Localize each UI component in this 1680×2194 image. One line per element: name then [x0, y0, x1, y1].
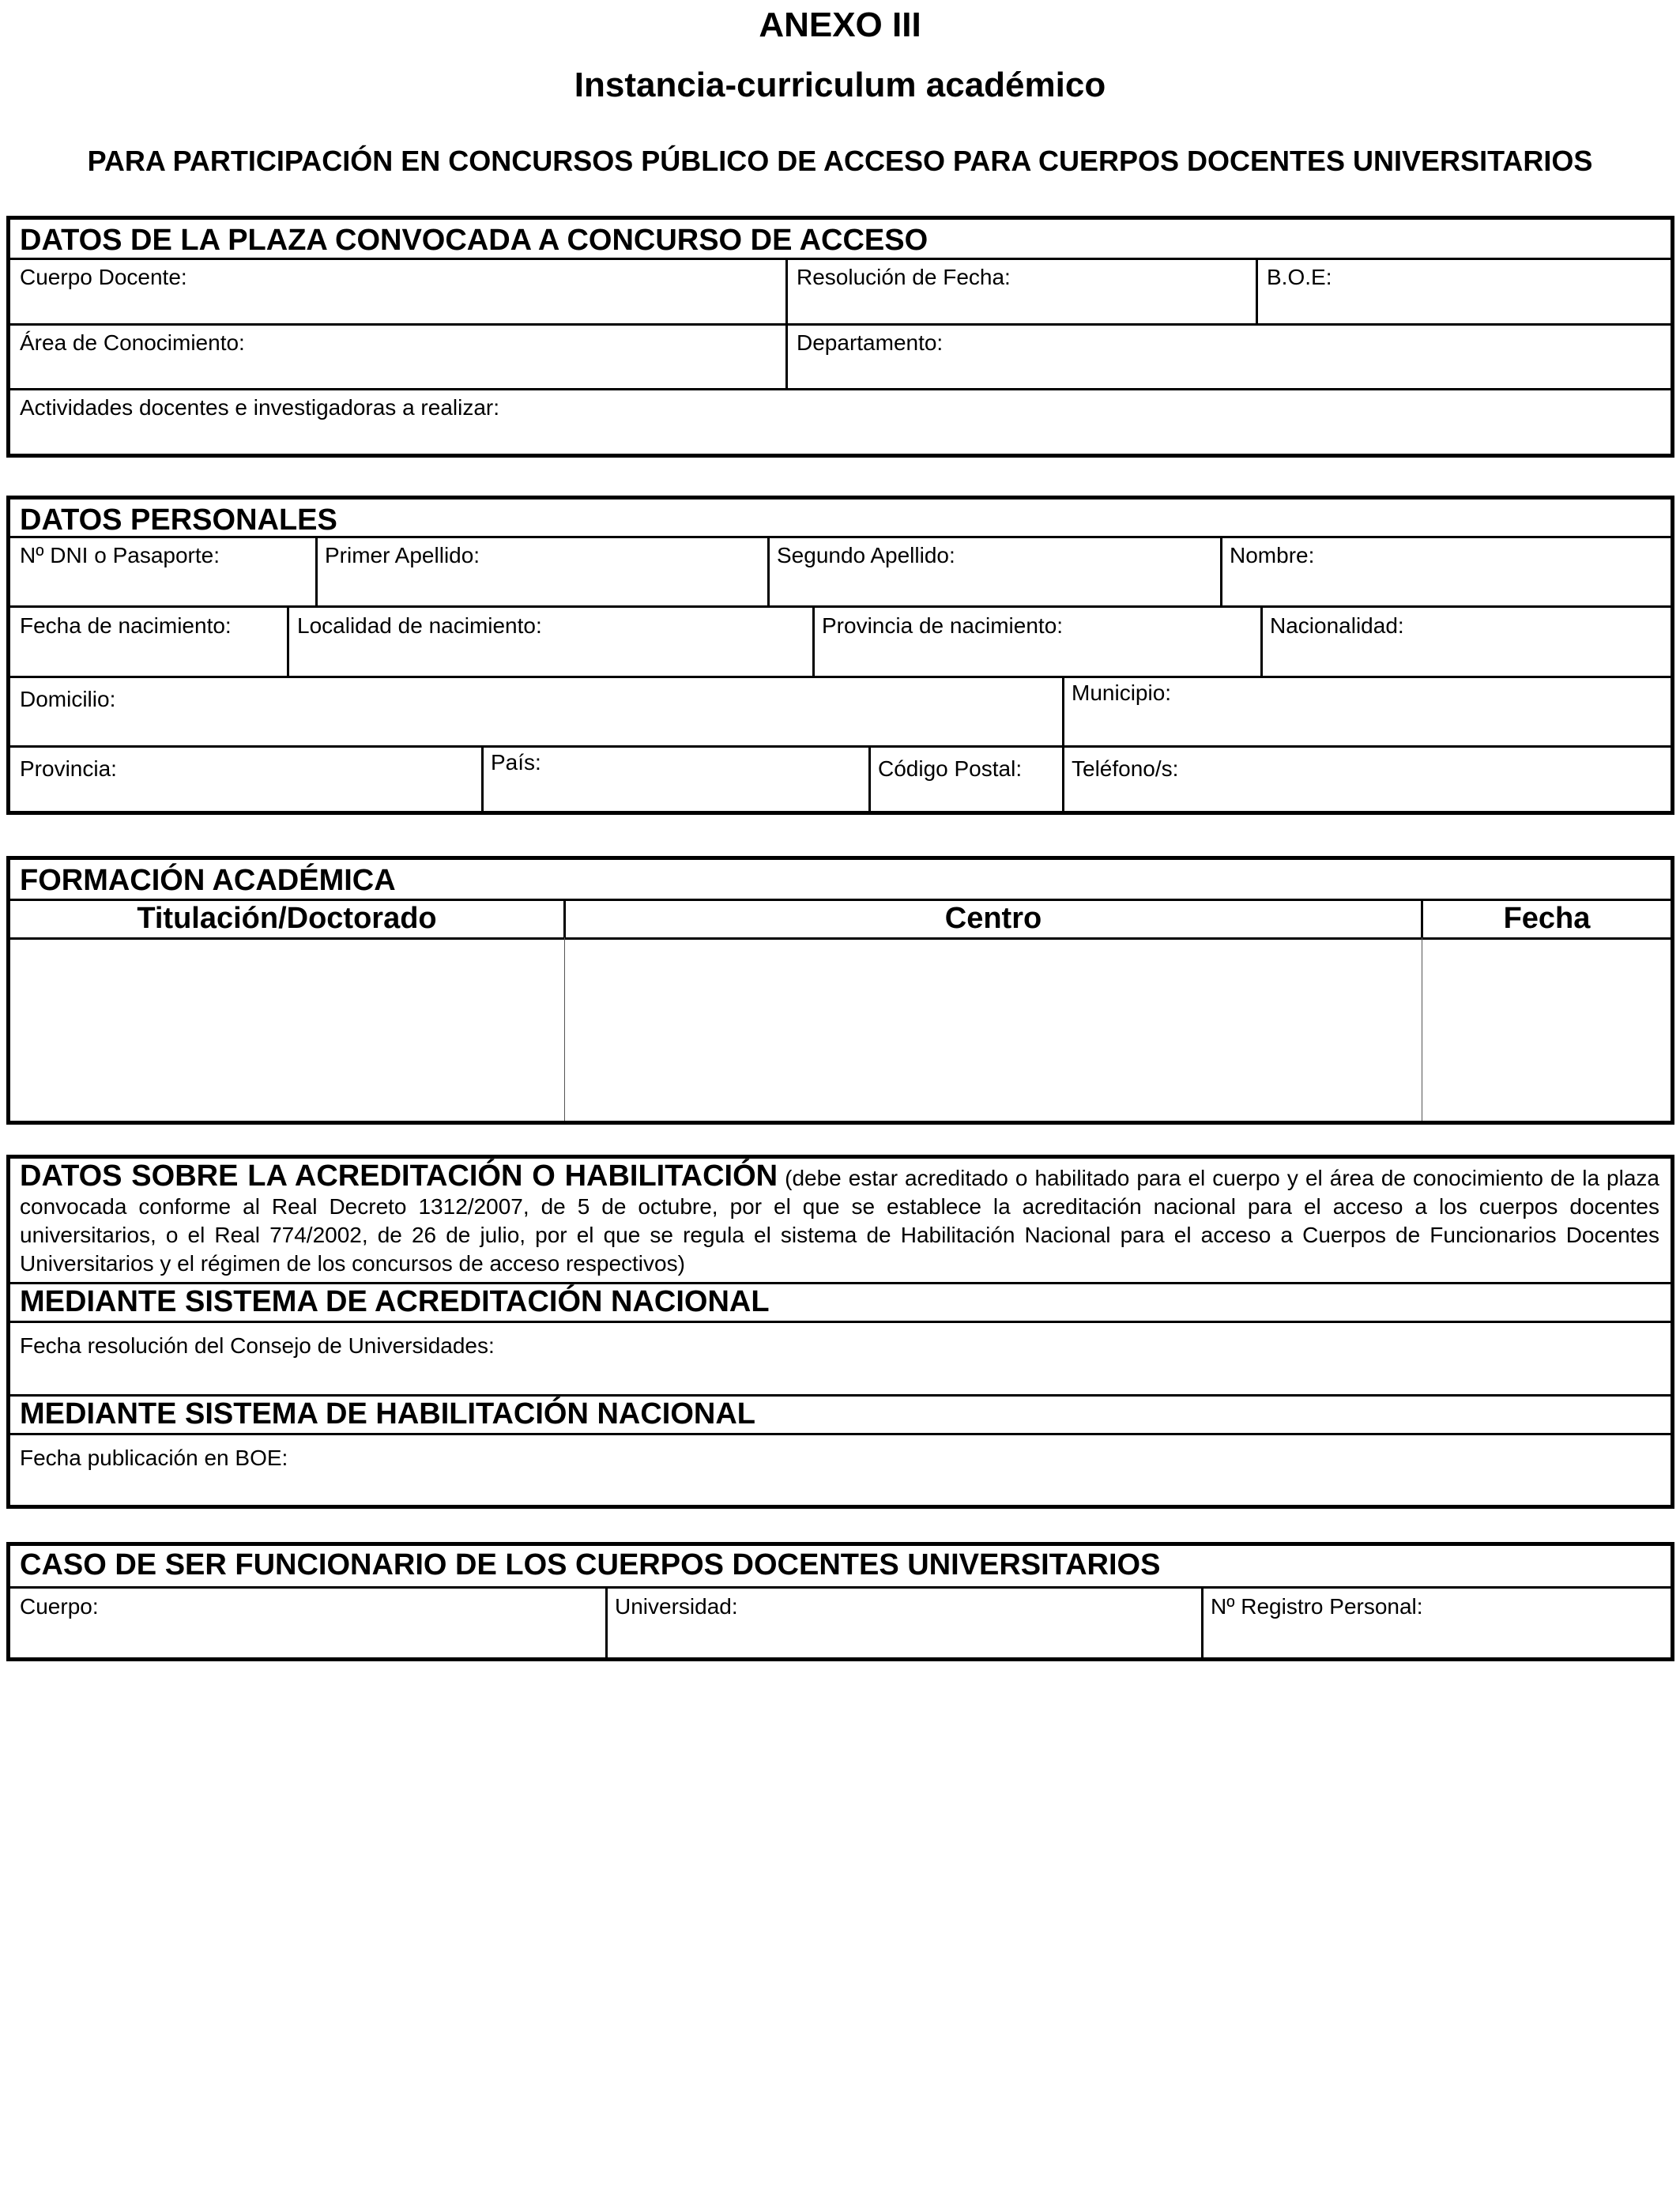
- fecha-publicacion-field[interactable]: Fecha publicación en BOE:: [20, 1446, 288, 1470]
- plaza-section-title: DATOS DE LA PLAZA CONVOCADA A CONCURSO DE ACCESO: [20, 224, 929, 257]
- codigo-postal-field[interactable]: Código Postal:: [878, 756, 1023, 781]
- acreditacion-section-title: DATOS SOBRE LA ACREDITACIÓN O HABILITACIÓN: [20, 1159, 778, 1193]
- form-title: Instancia-curriculum académico: [574, 66, 1106, 104]
- departamento-field[interactable]: Departamento:: [797, 330, 944, 355]
- formacion-section-title: FORMACIÓN ACADÉMICA: [20, 864, 396, 897]
- nombre-field[interactable]: Nombre:: [1230, 543, 1315, 567]
- acreditacion-intro: [20, 1159, 1659, 1278]
- titulacion-entry-cell[interactable]: [10, 940, 563, 1121]
- domicilio-field[interactable]: Domicilio:: [20, 687, 116, 711]
- column-titulacion: Titulación/Doctorado: [137, 902, 437, 935]
- provincia-nacimiento-field[interactable]: Provincia de nacimiento:: [822, 613, 1064, 638]
- funcionario-section: [6, 1542, 1674, 1661]
- centro-entry-cell[interactable]: [566, 940, 1421, 1121]
- fecha-entry-cell[interactable]: [1423, 940, 1671, 1121]
- pais-field[interactable]: País:: [491, 750, 541, 775]
- primer-apellido-field[interactable]: Primer Apellido:: [325, 543, 480, 567]
- telefono-field[interactable]: Teléfono/s:: [1072, 756, 1179, 781]
- boe-field[interactable]: B.O.E:: [1267, 265, 1332, 289]
- localidad-nacimiento-field[interactable]: Localidad de nacimiento:: [297, 613, 542, 638]
- universidad-field[interactable]: Universidad:: [615, 1594, 738, 1619]
- annex-heading: ANEXO III: [759, 6, 921, 44]
- formacion-section: [6, 856, 1674, 1125]
- habilitacion-nacional-title: MEDIANTE SISTEMA DE HABILITACIÓN NACIONAL: [20, 1397, 755, 1431]
- column-centro: Centro: [944, 902, 1042, 935]
- personales-section-title: DATOS PERSONALES: [20, 503, 337, 537]
- cuerpo-field[interactable]: Cuerpo:: [20, 1594, 99, 1619]
- area-conocimiento-field[interactable]: Área de Conocimiento:: [20, 330, 245, 355]
- funcionario-section-title: CASO DE SER FUNCIONARIO DE LOS CUERPOS DOCENTES UNIVERSITARIOS: [20, 1548, 1161, 1581]
- provincia-field[interactable]: Provincia:: [20, 756, 117, 781]
- actividades-field[interactable]: Actividades docentes e investigadoras a realizar:: [20, 395, 500, 420]
- fecha-nacimiento-field[interactable]: Fecha de nacimiento:: [20, 613, 232, 638]
- column-fecha: Fecha: [1503, 902, 1591, 935]
- personales-section: [6, 496, 1674, 815]
- registro-personal-field[interactable]: Nº Registro Personal:: [1211, 1594, 1423, 1619]
- acreditacion-section: [6, 1155, 1674, 1509]
- resolucion-fecha-field[interactable]: Resolución de Fecha:: [797, 265, 1011, 289]
- acreditacion-note: (debe estar acreditado o habilitado para el cuerpo y el área de conocimiento de la plaza convocada conforme al Real Decreto 1312/2007, de 5 de octubre, por el que se establece la acreditación nacional para el acceso a los cuerpos docentes universitarios, o el Real 774/2002, de 26 de julio, por el que se regula el sistema de Habilitación Nacional para el acceso a Cuerpos de Funcionarios Docentes Universitarios y el régimen de los concursos de acceso respectivos): [20, 1166, 1659, 1276]
- form-subtitle: PARA PARTICIPACIÓN EN CONCURSOS PÚBLICO DE ACCESO PARA CUERPOS DOCENTES UNIVERSITARIOS: [87, 145, 1593, 177]
- cuerpo-docente-field[interactable]: Cuerpo Docente:: [20, 265, 187, 289]
- nacionalidad-field[interactable]: Nacionalidad:: [1270, 613, 1404, 638]
- plaza-section: [6, 216, 1674, 458]
- acreditacion-nacional-title: MEDIANTE SISTEMA DE ACREDITACIÓN NACIONAL: [20, 1285, 770, 1318]
- segundo-apellido-field[interactable]: Segundo Apellido:: [777, 543, 955, 567]
- municipio-field[interactable]: Municipio:: [1072, 680, 1172, 705]
- fecha-resolucion-field[interactable]: Fecha resolución del Consejo de Universidades:: [20, 1333, 495, 1358]
- dni-field[interactable]: Nº DNI o Pasaporte:: [20, 543, 220, 567]
